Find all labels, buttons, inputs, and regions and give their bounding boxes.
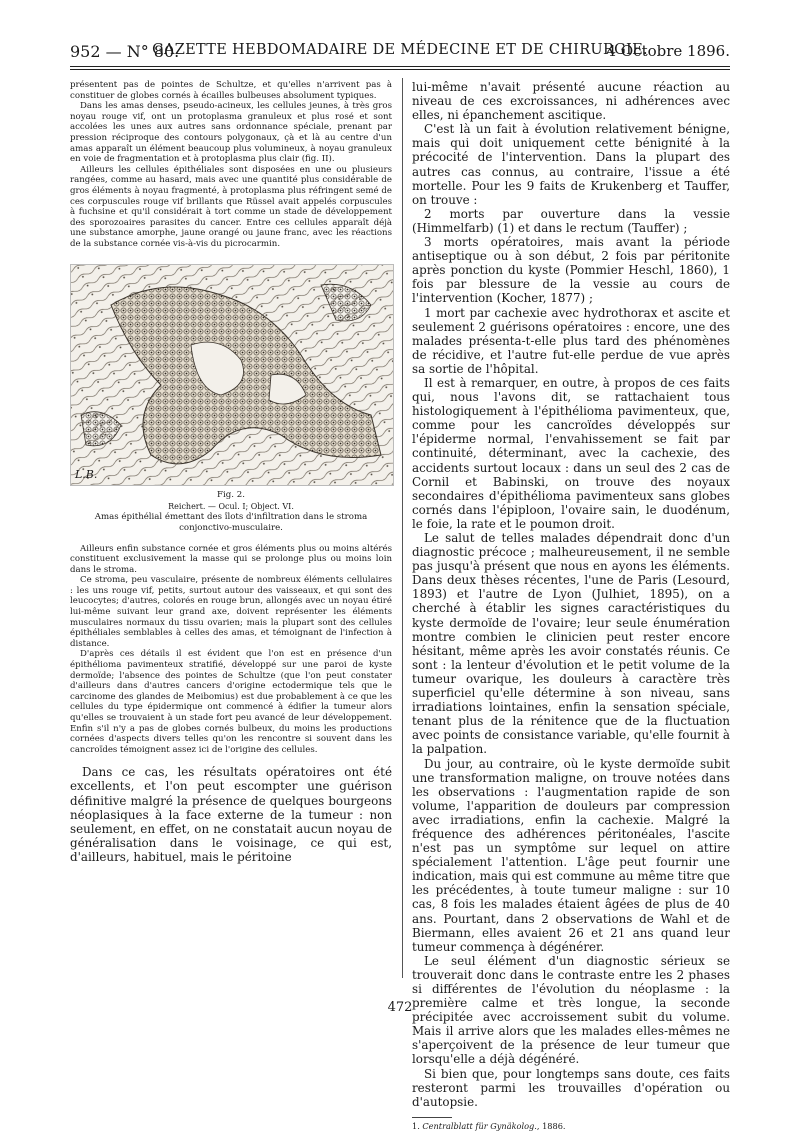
paragraph: 3 morts opératoires, mais avant la période antiseptique ou à son début, 2 fois par péritonite après ponction du kyste (Pommier Heschl, 1860), 1 fois par blessure de la vessie au cours de l'intervention (Kocher, 1877) ; xyxy=(412,235,730,306)
running-header xyxy=(70,40,730,64)
right-column xyxy=(412,80,730,1131)
paragraph: lui-même n'avait présenté aucune réaction au niveau de ces excroissances, ni adhérences avec elles, ni épanchement ascitique. xyxy=(412,80,730,123)
header-rule-bottom xyxy=(70,69,730,70)
paragraph: Du jour, au contraire, où le kyste dermoïde subit une transformation maligne, on trouve notées dans les observations : l'augmentation rapide de son volume, l'apparition de douleurs par compression avec irradiations, enfin la cachexie. Malgré la fréquence des adhérences péritonéales, l'ascite n'est pas un symptôme sur lequel on attire spécialement l'attention. L'âge peut fournir une indication, mais qui est commune au même titre que les précédentes, à toute tumeur maligne : sur 10 cas, 8 fois les malades étaient âgées de plus de 40 ans. Pourtant, dans 2 observations de Wahl et de Biermann, elles avaient 26 et 21 ans quand leur tumeur commença à dégénérer. xyxy=(412,756,730,954)
paragraph: Si bien que, pour longtemps sans doute, ces faits resteront parmi les trouvailles d'opération ou d'autopsie. xyxy=(412,1066,730,1109)
illustrator-signature: L.B. xyxy=(75,467,98,481)
figure-microscope-setting: Reichert. — Ocul. I; Object. VI. xyxy=(168,501,294,511)
paragraph: Le seul élément d'un diagnostic sérieux se trouverait donc dans le contraste entre les 2 phases si différentes de l'évolution du néoplasme : la première calme et très longue, la seconde précipitée avec accroissement subit du volume. Mais il arrive alors que les malades elles-mêmes ne s'aperçoivent de la présence de leur tumeur que lorsqu'elle a déjà dégénéré. xyxy=(412,953,730,1067)
paragraph: D'après ces détails il est évident que l'on est en présence d'un épithélioma pavimenteux stratifié, développé sur une paroi de kyste dermoïde; l'absence des pointes de Schultze (que l'on peut constater d'ailleurs dans d'autres cancers d'origine ectodermique tels que le carcinome des glandes de Meibomius) est due probablement à ce que les cellules du type épidermique ont commencé à édifier la tumeur alors qu'elles se trouvaient à un stade fort peu avancé de leur développement. Enfin s'il n'y a pas de globes cornés bulbeux, du moins les productions cornées d'aspects divers telles qu'on les rencontre si souvent dans les cancroïdes témoignent assez ici de l'origine des cellules. xyxy=(70,649,392,755)
paragraph: Dans les amas denses, pseudo-acineux, les cellules jeunes, à très gros noyau rouge vif, ont un protoplasma granuleux et plus rosé et sont accolées les unes aux autres sans ordonnance spéciale, prenant par pression réciproque des contours polygonaux, çà et là au centre d'un amas apparaît un élément beaucoup plus volumineux, à noyau granuleux en voie de fragmentation et à protoplasma plus clair (fig. II). xyxy=(70,101,392,165)
figure-caption: Amas épithélial émettant des îlots d'infiltration dans le stroma conjonctivo-musculaire. xyxy=(94,511,368,533)
paragraph: Le salut de telles malades dépendrait donc d'un diagnostic précoce ; malheureusement, il ne semble pas jusqu'à présent que nous en ayons les éléments. Dans deux thèses récentes, l'une de Paris (Lesourd, 1893) et l'autre de Lyon (Julhiet, 1895), on a cherché à établir les signes caractéristiques du kyste dermoïde de l'ovaire; leur seule énumération montre combien le clinicien peut rester encore hésitant, même après les avoir constatés réunis. Ce sont : la lenteur d'évolution et le petit volume de la tumeur ovarique, les douleurs à caractère très superficiel qu'elle détermine à son niveau, sans irradiations lointaines, enfin la sensation spéciale, tenant plus de la rénitence que de la fluctuation avec points de consistance variable, qu'elle fournit à la palpation. xyxy=(412,531,730,757)
left-column xyxy=(70,80,392,864)
issue-date: 4 Octobre 1896. xyxy=(606,42,730,60)
footnote xyxy=(412,1121,730,1131)
paragraph: 2 morts par ouverture dans la vessie (Himmelfarb) (1) et dans le rectum (Tauffer) ; xyxy=(412,206,730,235)
paragraph: présentent pas de pointes de Schultze, et qu'elles n'arrivent pas à constituer de globes cornés à écailles bulbeuses absolument typiques. xyxy=(70,80,392,101)
figure-number: Fig. 2. xyxy=(217,489,245,500)
paragraph: C'est là un fait à évolution relativement bénigne, mais qui doit uniquement cette bénignité à la précocité de l'intervention. Dans la plupart des autres cas connus, au contraire, l'issue a été mortelle. Pour les 9 faits de Krukenberg et Tauffer, on trouve : xyxy=(412,122,730,207)
page-number: 952 — N° 80. xyxy=(70,42,180,61)
header-rule-top xyxy=(70,66,730,67)
folio: 472 xyxy=(387,1000,413,1015)
paragraph: Dans ce cas, les résultats opératoires ont été excellents, et l'on peut escompter une guérison définitive malgré la présence de quelques bourgeons néoplasiques à la face externe de la tumeur : non seulement, en effet, on ne constatait aucun noyau de généralisation dans le voisinage, ce qui est, d'ailleurs, habituel, mais le péritoine xyxy=(70,765,392,864)
paragraph: 1 mort par cachexie avec hydrothorax et ascite et seulement 2 guérisons opératoires : encore, une des malades présenta-t-elle plus tard des phénomènes de récidive, et l'autre fut-elle perdue de vue après sa sortie de l'hôpital. xyxy=(412,305,730,376)
histology-illustration xyxy=(71,265,393,485)
paragraph: Ailleurs enfin substance cornée et gros éléments plus ou moins altérés constituent exclusivement la masse qui se prolonge plus ou moins loin dans le stroma. xyxy=(70,543,392,575)
footnote-source: Centralblatt für Gynäkolog. xyxy=(422,1120,537,1131)
journal-title: GAZETTE HEBDOMADAIRE DE MÉDECINE ET DE CHIRURGIE. xyxy=(152,42,648,58)
column-separator xyxy=(402,78,403,978)
paragraph: Il est à remarquer, en outre, à propos de ces faits qui, nous l'avons dit, se rattachaient tous histologiquement à l'épithélioma pavimenteux, que, comme pour les cancroïdes développés sur l'épiderme normal, l'envahissement se fait par continuité, déterminant, avec la cachexie, des accidents surtout locaux : dans un seul des 2 cas de Cornil et Babinski, on trouve des noyaux secondaires d'épithélioma pavimenteux sans globes cornés dans l'épiploon, l'ovaire sain, le duodénum, le foie, la rate et le poumon droit. xyxy=(412,375,730,531)
histology-figure xyxy=(70,264,394,486)
footnote-rule xyxy=(412,1117,452,1118)
footnote-marker: 1. xyxy=(412,1120,420,1131)
footnote-year: , 1886. xyxy=(536,1120,566,1131)
paragraph: Ce stroma, peu vasculaire, présente de nombreux éléments cellulaires : les uns rouge vif, petits, surtout autour des vaisseaux, et qui sont des leucocytes; d'autres, colorés en rouge brun, allongés avec un noyau étiré lui-même suivant leur grand axe, doivent représenter les éléments musculaires normaux du tissu ovarien; mais la plupart sont des cellules épithéliales semblables à celles des amas, et témoignant de l'infection à distance. xyxy=(70,575,392,649)
paragraph: Ailleurs les cellules épithéliales sont disposées en une ou plusieurs rangées, comme au hasard, mais avec une quantité plus considérable de gros éléments à noyau fragmenté, à protoplasma plus réfringent semé de ces corpuscules rouge vif brillants que Rüssel avait appelés corpuscules à fuchsine et qu'il considérait à tort comme un stade de développement des sporozoaires parasites du cancer. Entre ces cellules apparaît déjà une substance amorphe, jaune orangé ou jaune franc, avec les réactions de la substance cornée vis-à-vis du picrocarmin. xyxy=(70,164,392,249)
